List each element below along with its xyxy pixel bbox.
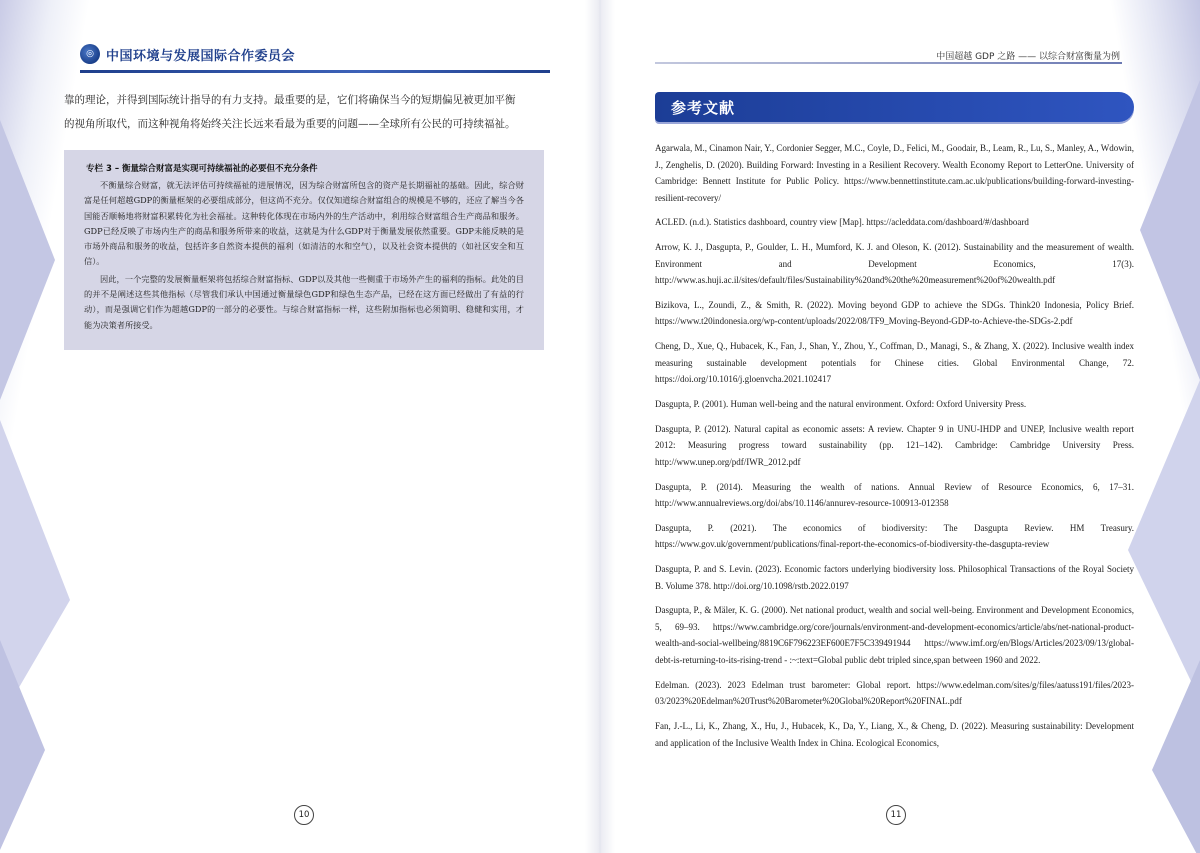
reference-entry: Dasgupta, P., & Mäler, K. G. (2000). Net national product, wealth and social well-being. Environment and Development Economics, 5, 69–93. https://www.cambridge.org/core/journals/environment-and-development-economics/article/abs/net-national-product-wealth-and-social-wellbeing/8819C6F796223EF600E7F5C339491944 https://www.imf.org/en/Blogs/Articles/2023/09/13/global-debt-is-returning-to-its-rising-trend - :~:text=Global public debt tripled since,span between 1960 and 2022. <box>655 605 1134 665</box>
org-logo <box>80 44 295 64</box>
reference-entry: Edelman. (2023). 2023 Edelman trust barometer: Global report. https://www.edelman.com/sites/g/files/aatuss191/files/2023-03/2023%20Edelman%20Trust%20Barometer%20Global%20Report%20FINAL.pdf <box>655 679 1134 707</box>
org-emblem-icon: ◎ <box>80 44 100 64</box>
reference-entry: Dasgupta, P. and S. Levin. (2023). Economic factors underlying biodiversity loss. Philosophical Transactions of the Royal Society B. Volume 378. http://doi.org/10.1098/rstb.2022.0197 <box>655 564 1134 591</box>
header-rule-right <box>655 62 1122 64</box>
page-gutter <box>585 0 615 853</box>
section-header-bar <box>655 92 1134 122</box>
intro-paragraph <box>64 88 548 136</box>
callout-paragraph: 因此，一个完整的发展衡量框架将包括综合财富指标、GDP以及其他一些侧重于市场外产生的福利的指标。此处的目的并不是阐述这些其他指标（尽管我们承认中国通过衡量绿色GDP和绿色生态产品，已经在这方面已经做出了有益的行动），而是强调它们作为超越GDP的一部分的必要性。与综合财富指标一样，这些附加指标也必须简明、稳健和实用，才能为决策者所接受。 <box>84 273 524 330</box>
reference-entry: Fan, J.-L., Li, K., Zhang, X., Hu, J., Hubacek, K., Da, Y., Liang, X., & Cheng, D. (2022). Measuring sustainability: Development and application of the Inclusive Wealth Index in China. Ecological Economics, <box>655 721 1134 748</box>
org-logo-text: 中国环境与发展国际合作委员会 <box>106 48 296 64</box>
reference-entry: Arrow, K. J., Dasgupta, P., Goulder, L. H., Mumford, K. J. and Oleson, K. (2012). Sustainability and the measurement of wealth. Environment and Development Economics, 17(3). http://www.as.huji.ac.il/sites/default/files/Sustainability%20and%20the%20measurement%20of%20wealth.pdf <box>655 242 1134 286</box>
decor-facet <box>1128 380 1200 700</box>
header-rule-left <box>80 70 550 73</box>
reference-entry: Dasgupta, P. (2001). Human well-being and the natural environment. Oxford: Oxford University Press. <box>655 398 1027 409</box>
running-head: 中国超越 GDP 之路 —— 以综合财富衡量为例 <box>936 52 1120 62</box>
intro-line: 靠的理论，并得到国际统计指导的有力支持。最重要的是，它们将确保当今的短期偏见被更加平衡 <box>64 94 516 106</box>
page-number-right: 11 <box>886 805 906 825</box>
intro-line: 的视角所取代，而这种视角将始终关注长远来看最为重要的问题——全球所有公民的可持续福祉。 <box>64 118 516 130</box>
reference-entry: Cheng, D., Xue, Q., Hubacek, K., Fan, J., Shan, Y., Zhou, Y., Coffman, D., Managi, S., & Zhang, X. (2022). Inclusive wealth index measuring sustainable development potentials for Chinese cities. Global Environmental Change, 72. https://doi.org/10.1016/j.gloenvcha.2021.102417 <box>655 341 1134 385</box>
decor-facet <box>0 120 55 400</box>
decor-facet <box>1140 80 1200 380</box>
decor-facet <box>1152 660 1200 853</box>
callout-box <box>64 150 544 350</box>
page-number-left: 10 <box>294 805 314 825</box>
reference-list <box>655 140 1134 759</box>
reference-entry: Agarwala, M., Cinamon Nair, Y., Cordonier Segger, M.C., Coyle, D., Felici, M., Goodair, B., Leam, R., Lu, S., Manley, A., Wdowin, J., Zenghelis, D. (2020). Building Forward: Investing in a Resilient Recovery. Wealth Economy Report to LetterOne. University of Cambridge: Bennett Institute for Public Policy. https://www.bennettinstitute.cam.ac.uk/publications/building-forward-investing-resilient-recovery/ <box>655 143 1134 203</box>
reference-entry: Dasgupta, P. (2012). Natural capital as economic assets: A review. Chapter 9 in UNU-IHDP and UNEP, Inclusive wealth report 2012: Measuring progress toward sustainability (pp. 121–142). Cambridge: Cambridge University Press. http://www.unep.org/pdf/IWR_2012.pdf <box>655 423 1134 467</box>
reference-entry: Dasgupta, P. (2021). The economics of biodiversity: The Dasgupta Review. HM Treasury. https://www.gov.uk/government/publications/final-report-the-economics-of-biodiversity-the-dasgupta-review <box>655 522 1134 550</box>
reference-entry: Dasgupta, P. (2014). Measuring the wealth of nations. Annual Review of Resource Economics, 6, 17–31. http://www.annualreviews.org/doi/abs/10.1146/annurev-resource-100913-012358 <box>655 481 1134 509</box>
callout-title: 专栏 3 – 衡量综合财富是实现可持续福祉的必要但不充分条件 <box>86 164 318 174</box>
section-title: 参考文献 <box>671 99 736 117</box>
reference-entry: Bizikova, L., Zoundi, Z., & Smith, R. (2022). Moving beyond GDP to achieve the SDGs. Think20 Indonesia, Policy Brief. https://www.t20indonesia.org/wp-content/uploads/2022/08/TF9_Moving-Beyond-GDP-to-Achieve-the-SDGs-2.pdf <box>655 299 1134 327</box>
reference-entry: ACLED. (n.d.). Statistics dashboard, country view [Map]. https://acleddata.com/dashboard/#/dashboard <box>655 217 1029 228</box>
callout-paragraph: 不衡量综合财富，就无法评估可持续福祉的进展情况，因为综合财富所包含的资产是长期福祉的基础。因此，综合财富是任何超越GDP的衡量框架的必要组成部分，但这尚不充分。仅仅知道综合财富组合的规模是不够的，还应了解当今各国能否顺畅地将财富积累转化为社会福祉。这种转化体现在市场内外的生产活动中，利用综合财富组合生产商品和服务。GDP已经反映了市场内生产的商品和服务所带来的收益，这就是为什么GDP对于衡量发展依然重要。GDP未能反映的是市场外商品和服务的收益，包括许多自然资本提供的福利（如清洁的水和空气），以及社会资本提供的（如社区安全和互信）。 <box>84 180 524 267</box>
decor-facet <box>0 640 45 850</box>
